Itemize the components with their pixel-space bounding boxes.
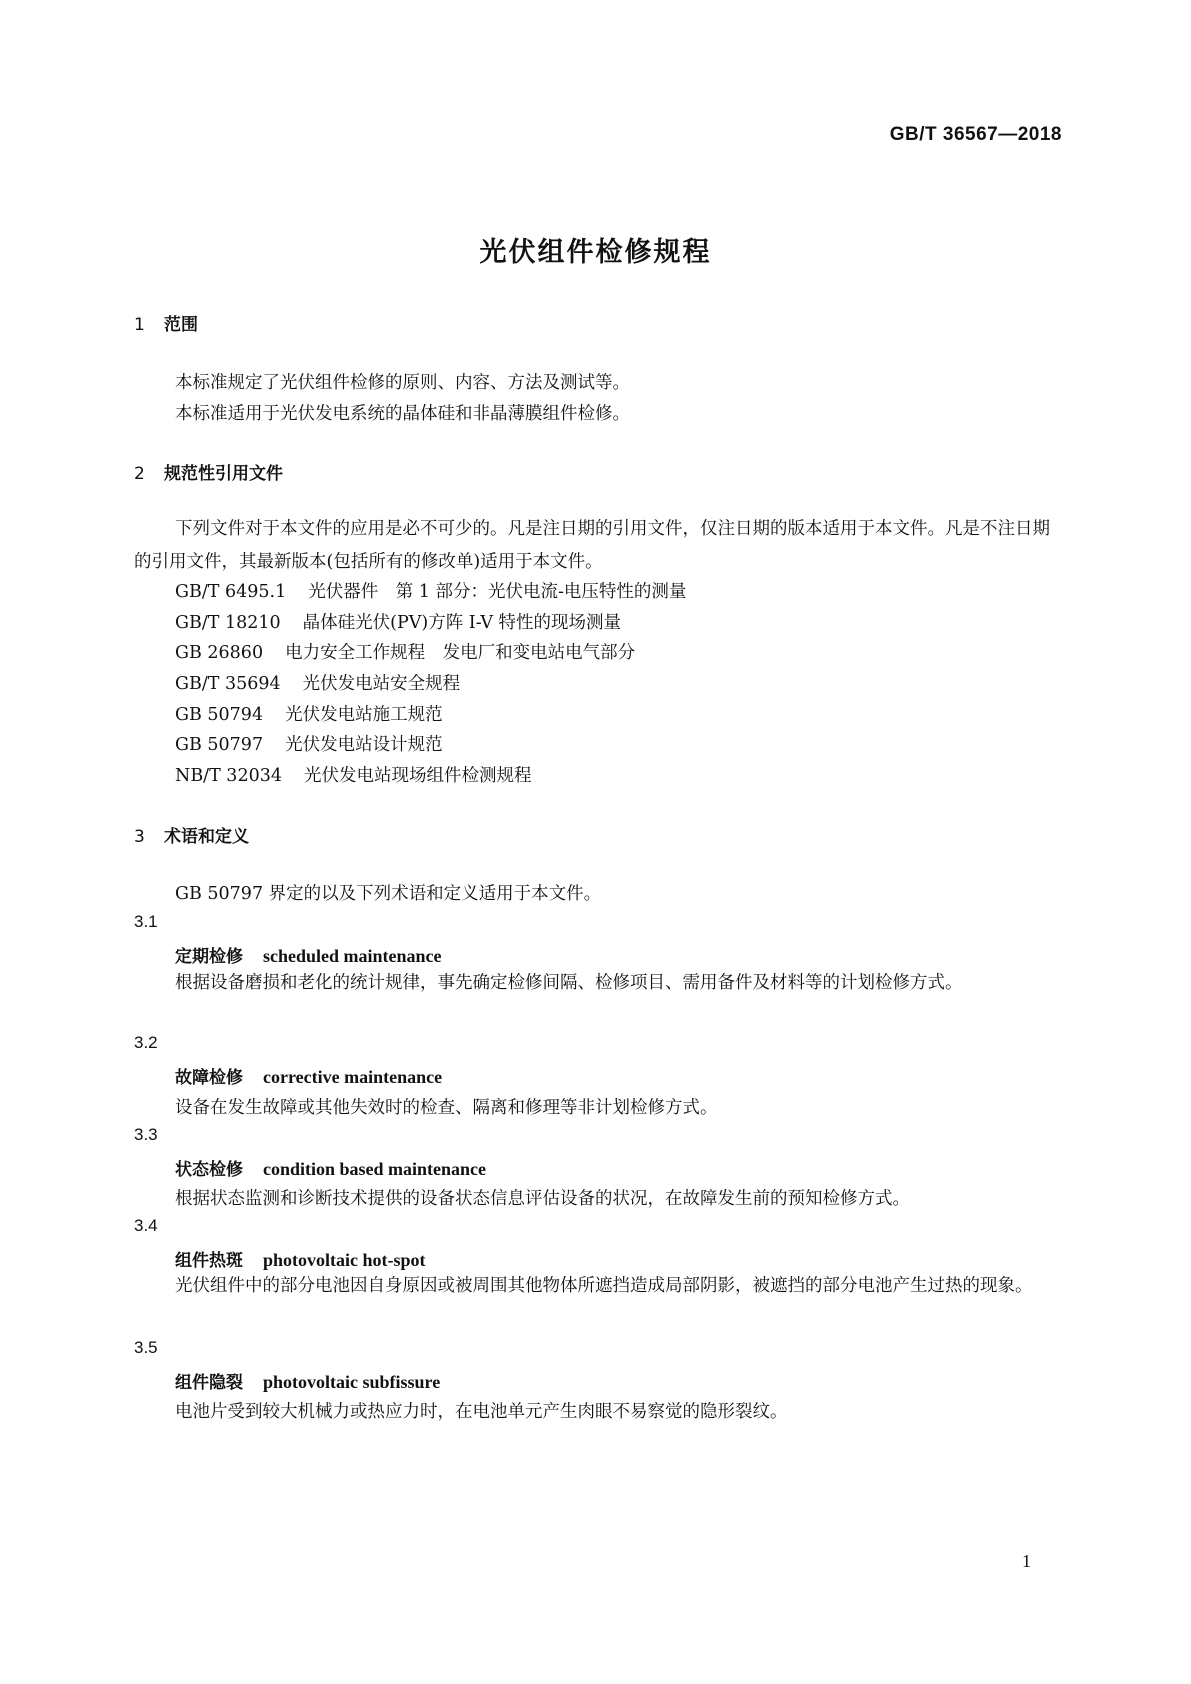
- term-heading: [175, 1368, 440, 1393]
- section-title: 术语和定义: [164, 827, 249, 847]
- scope-paragraph-2: 本标准适用于光伏发电系统的晶体硅和非晶薄膜组件检修。: [175, 404, 630, 424]
- term-number: 3.1: [134, 912, 158, 931]
- term-zh: 故障检修: [175, 1068, 243, 1088]
- term-definition: 光伏组件中的部分电池因自身原因或被周围其他物体所遮挡造成局部阴影，被遮挡的部分电池产生过热的现象。: [175, 1276, 1033, 1296]
- term-zh: 组件隐裂: [175, 1373, 243, 1393]
- reference-code: GB/T 6495.1: [175, 582, 287, 602]
- page-number: 1: [1022, 1551, 1031, 1571]
- section-number: 3: [134, 827, 145, 847]
- term-en: scheduled maintenance: [263, 946, 442, 966]
- term-zh: 状态检修: [175, 1160, 243, 1180]
- reference-title: 光伏发电站施工规范: [285, 705, 443, 725]
- term-number: 3.5: [134, 1338, 158, 1357]
- term-number: 3.3: [134, 1125, 158, 1144]
- term-number: 3.2: [134, 1033, 158, 1052]
- term-definition: 设备在发生故障或其他失效时的检查、隔离和修理等非计划检修方式。: [175, 1098, 718, 1118]
- term-zh: 组件热斑: [175, 1251, 243, 1271]
- term-heading: [175, 1246, 426, 1271]
- terms-intro: GB 50797 界定的以及下列术语和定义适用于本文件。: [175, 884, 602, 904]
- standard-number: GB/T 36567—2018: [889, 124, 1062, 145]
- reference-code: GB 50797: [175, 735, 264, 755]
- reference-item: [175, 762, 531, 787]
- section-1-heading: [134, 310, 198, 335]
- term-number: 3.4: [134, 1216, 158, 1235]
- section-number: 2: [134, 464, 145, 484]
- reference-title: 光伏发电站安全规程: [302, 674, 461, 694]
- reference-item: [175, 578, 686, 603]
- reference-code: GB 50794: [175, 705, 264, 725]
- term-en: condition based maintenance: [263, 1159, 487, 1179]
- term-en: photovoltaic subfissure: [263, 1372, 441, 1392]
- reference-title: 光伏器件 第 1 部分：光伏电流-电压特性的测量: [308, 582, 687, 602]
- reference-code: GB/T 18210: [175, 613, 281, 633]
- reference-title: 光伏发电站现场组件检测规程: [303, 766, 532, 786]
- reference-item: [175, 670, 460, 695]
- section-2-heading: [134, 459, 283, 484]
- term-zh: 定期检修: [175, 947, 243, 967]
- document-title: 光伏组件检修规程: [479, 237, 712, 268]
- section-title: 规范性引用文件: [164, 464, 283, 484]
- term-definition: 根据设备磨损和老化的统计规律，事先确定检修间隔、检修项目、需用备件及材料等的计划检修方式。: [175, 973, 963, 993]
- reference-code: NB/T 32034: [175, 766, 282, 786]
- reference-item: [175, 639, 635, 664]
- reference-title: 光伏发电站设计规范: [285, 735, 443, 755]
- section-3-heading: [134, 822, 249, 847]
- reference-item: [175, 731, 443, 756]
- section-number: 1: [134, 315, 145, 335]
- section-title: 范围: [164, 315, 198, 335]
- reference-title: 晶体硅光伏(PV)方阵 I-V 特性的现场测量: [302, 613, 622, 633]
- term-en: photovoltaic hot-spot: [263, 1250, 426, 1270]
- scope-paragraph-1: 本标准规定了光伏组件检修的原则、内容、方法及测试等。: [175, 373, 630, 393]
- reference-code: GB 26860: [175, 643, 264, 663]
- term-heading: [175, 1155, 486, 1180]
- term-en: corrective maintenance: [263, 1067, 443, 1087]
- reference-title: 电力安全工作规程 发电厂和变电站电气部分: [285, 643, 636, 663]
- term-definition: 根据状态监测和诊断技术提供的设备状态信息评估设备的状况，在故障发生前的预知检修方式。: [175, 1189, 910, 1209]
- reference-item: [175, 609, 621, 634]
- reference-item: [175, 701, 443, 726]
- term-heading: [175, 942, 442, 967]
- term-heading: [175, 1063, 442, 1088]
- reference-code: GB/T 35694: [175, 674, 281, 694]
- term-definition: 电池片受到较大机械力或热应力时，在电池单元产生肉眼不易察觉的隐形裂纹。: [175, 1402, 788, 1422]
- normative-references-intro: 下列文件对于本文件的应用是必不可少的。凡是注日期的引用文件，仅注日期的版本适用于本文件。凡是不注日期的引用文件，其最新版本(包括所有的修改单)适用于本文件。: [134, 519, 1050, 572]
